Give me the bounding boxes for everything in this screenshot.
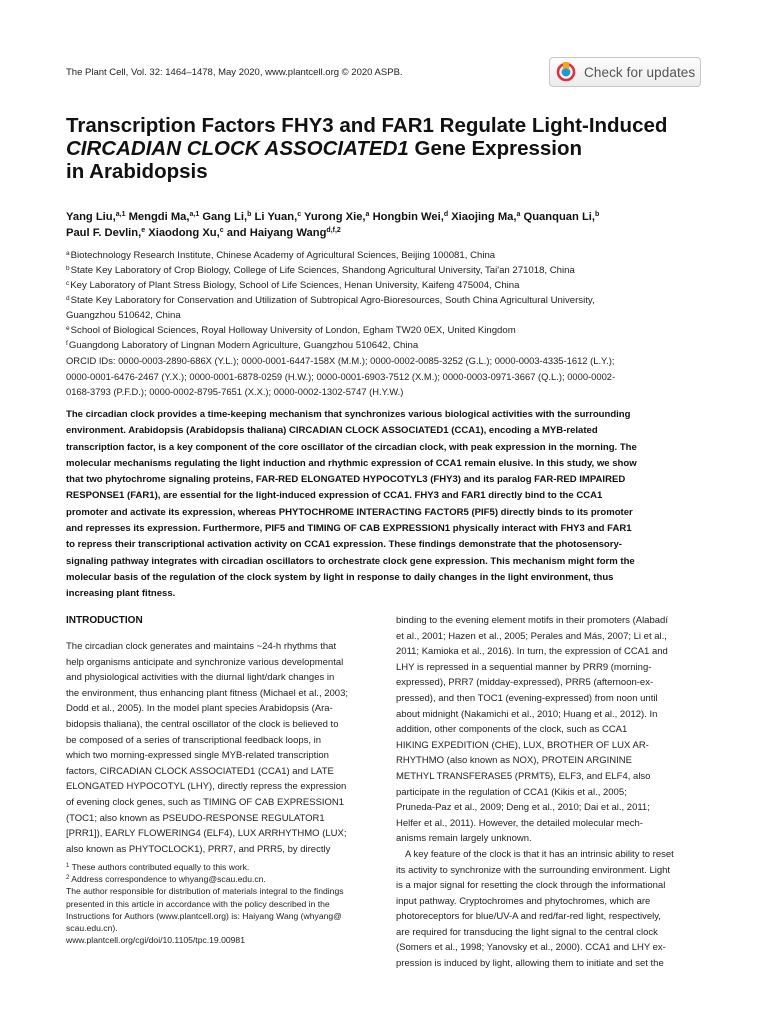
affiliation-marker: c (66, 280, 70, 287)
author (373, 211, 449, 223)
intro-text-left (66, 639, 372, 857)
section-heading-introduction: INTRODUCTION (66, 615, 143, 626)
affiliation-text: School of Biological Sciences, Royal Holloway University of London, Egham TW20 0EX, United Kingdom (70, 325, 516, 336)
author-affiliation-marker: c (219, 227, 224, 234)
text-line: is a major signal for resetting the clock through the informational (396, 880, 666, 892)
text-line: bidopsis thaliana), the central oscillator of the clock is believed to (66, 718, 339, 730)
abstract-line: to repress their transcriptional activation activity on CCA1 expression. These findings demonstrate that the photosensory- (66, 539, 622, 551)
author (148, 227, 223, 239)
text-line: factors, CIRCADIAN CLOCK ASSOCIATED1 (CCA1) and LATE (66, 765, 334, 777)
text-line: The circadian clock generates and maintains ~24-h rhythms that (66, 641, 337, 652)
author-affiliation-marker: b (595, 211, 600, 218)
affiliation-text: Key Laboratory of Plant Stress Biology, School of Life Sciences, Henan University, Kaifeng 475004, China (70, 280, 520, 291)
affiliation-marker: d (66, 295, 70, 302)
affiliation-text: Guangzhou 510642, China (66, 310, 181, 321)
affiliation-text: Guangdong Laboratory of Lingnan Modern Agriculture, Guangzhou 510642, China (68, 340, 419, 351)
author (304, 211, 369, 223)
footnote-text: Instructions for Authors (www.plantcell.org) is: Haiyang Wang (whyang@ (66, 910, 342, 921)
text-line: (Somers et al., 1998; Yanovsky et al., 2000). CCA1 and LHY ex- (396, 942, 666, 954)
text-line: the environment, thus enhancing plant fitness (Michael et al., 2003; (66, 687, 349, 699)
footnote-text: The author responsible for distribution of materials integral to the findings (66, 886, 344, 897)
orcid-line: 0000-0001-6476-2467 (Y.X.); 0000-0001-6878-0259 (H.W.); 0000-0001-6903-7512 (X.M.); 0000-0003-0971-3667 (Q.L.); 0000-0002- (66, 370, 616, 382)
text-line: which two morning-expressed single MYB-related transcription (66, 750, 329, 762)
text-line: [PRR1]), EARLY FLOWERING4 (ELF4), LUX ARRHYTHMO (LUX; (66, 828, 347, 840)
abstract-line: and represses its expression. Furthermore, PIF5 and TIMING OF CAB EXPRESSION1 physically interact with FHY3 and FAR1 (66, 523, 632, 535)
abstract-line: promoter and activate its expression, whereas PHYTOCHROME INTERACTING FACTOR5 (PIF5) directly binds to its promoter (66, 506, 633, 518)
author-name: Gang Li, (202, 211, 248, 223)
abstract-line: The circadian clock provides a time-keeping mechanism that synchronizes various biological activities with the surrounding (66, 409, 631, 420)
author-name: Xiaojing Ma, (451, 211, 517, 223)
author (202, 211, 251, 223)
footnote-marker: 2 (66, 875, 70, 882)
author-affiliation-marker: b (247, 211, 252, 218)
affiliation-text: State Key Laboratory of Crop Biology, College of Life Sciences, Shandong Agricultural University, Tai'an 271018, China (70, 265, 575, 276)
text-line: Dodd et al., 2005). In the model plant species Arabidopsis (Ara- (66, 703, 333, 715)
author (129, 211, 200, 223)
footnote (66, 922, 372, 934)
author-line-1 (66, 209, 716, 225)
crossmark-icon (556, 62, 576, 82)
text-line: Helfer et al., 2011). However, the detailed molecular mech- (396, 817, 643, 829)
author (66, 211, 125, 223)
article-title (66, 114, 706, 183)
author-affiliation-marker: d,f,2 (326, 227, 341, 234)
orcid-ids (66, 353, 706, 400)
abstract-line: signaling pathway integrates with circadian oscillators to orchestrate clock gene expression. This mechanism might form the (66, 555, 635, 567)
text-line: 2011; Kamioka et al., 2016). In turn, the expression of CCA1 and (396, 646, 668, 658)
text-line: RHYTHMO (also known as NOX), PROTEIN ARGININE (396, 755, 632, 767)
abstract-line: molecular basis of the regulation of the clock system by light in response to daily changes in the light environment, thus (66, 571, 614, 583)
text-line: ELONGATED HYPOCOTYL (LHY), directly repress the expression (66, 781, 347, 793)
footnote-text: scau.edu.cn). (66, 923, 118, 934)
text-line: and physiological activities with the diurnal light/dark changes in (66, 672, 335, 684)
title-line-2-rest: Gene Expression (408, 137, 583, 160)
affiliation (66, 293, 706, 308)
affiliation-marker: e (66, 325, 70, 332)
author-name: Yurong Xie, (304, 211, 366, 223)
check-for-updates-label: Check for updates (584, 64, 696, 80)
footnote-text: These authors contributed equally to this work. (71, 862, 250, 872)
abstract-line: that two phytochrome signaling proteins, FAR-RED ELONGATED HYPOCOTYL3 (FHY3) and its paralog FAR-RED IMPAIRED (66, 474, 626, 486)
text-line: be composed of a series of transcriptional feedback loops, in (66, 734, 322, 746)
orcid-line: 0168-3793 (P.F.D.); 0000-0002-8795-7651 (X.X.); 0000-0002-1302-5747 (H.Y.W.) (66, 386, 404, 397)
author (451, 211, 520, 223)
author-affiliation-marker: c (297, 211, 302, 218)
author (254, 211, 301, 223)
author-affiliation-marker: a (365, 211, 370, 218)
author-affiliation-marker: d (443, 211, 449, 218)
author-name: Li Yuan, (254, 211, 298, 223)
text-line: anisms remain largely unknown. (396, 833, 532, 845)
text-line: addition, other components of the clock, such as CCA1 (396, 724, 628, 736)
abstract-line: transcription factor, is a key component of the core oscillator of the circadian clock, with peak expression in the morning. The (66, 441, 637, 453)
footnote-text: Address correspondence to whyang@scau.edu.cn. (71, 874, 266, 885)
author-name: Xiaodong Xu, (148, 227, 220, 239)
affiliation (66, 308, 706, 323)
footnote (66, 873, 372, 885)
text-line: of evening clock genes, such as TIMING OF CAB EXPRESSION1 (66, 796, 345, 808)
footnote (66, 861, 372, 873)
body-column-right (396, 613, 702, 972)
author (66, 227, 145, 239)
footnote (66, 934, 372, 946)
affiliation (66, 263, 706, 278)
author-line-2 (66, 225, 716, 241)
author-affiliation-marker: e (141, 227, 146, 234)
affiliation-marker: a (66, 250, 70, 257)
affiliations (66, 248, 706, 353)
affiliation-marker: b (66, 265, 70, 272)
author-name: and Haiyang Wang (226, 227, 327, 239)
title-line-3: in Arabidopsis (66, 160, 208, 183)
author-affiliation-marker: a (516, 211, 521, 218)
author-list (66, 209, 716, 241)
footnote-marker: 1 (66, 863, 70, 869)
text-line: participate in the regulation of CCA1 (Kikis et al., 2005; (396, 786, 627, 798)
text-line: LHY is repressed in a sequential manner by PRR9 (morning- (396, 661, 652, 673)
text-line: A key feature of the clock is that it has an intrinsic ability to reset (405, 848, 674, 860)
affiliation-text: State Key Laboratory for Conservation and Utilization of Subtropical Agro-Bioresources, South China Agricultural University, (70, 295, 595, 306)
author (524, 211, 600, 223)
text-line: its activity to synchronize with the surrounding environment. Light (396, 864, 671, 876)
text-line: METHYL TRANSFERASE5 (PRMT5), ELF3, and ELF4, also (396, 770, 651, 782)
text-line: HIKING EXPEDITION (CHE), LUX, BROTHER OF LUX AR- (396, 739, 649, 751)
affiliation (66, 278, 706, 293)
text-line: also known as PHYTOCLOCK1), PRR7, and PRR5, by directly (66, 843, 331, 855)
footnote (66, 885, 372, 897)
orcid-line: ORCID IDs: 0000-0003-2890-686X (Y.L.); 0000-0001-6447-158X (M.M.); 0000-0002-0085-3252 (G.L.); 0000-0003-4335-1612 (L.Y.); (66, 355, 615, 366)
text-line: expressed), PRR7 (midday-expressed), PRR5 (afternoon-ex- (396, 677, 654, 689)
journal-citation: The Plant Cell, Vol. 32: 1464–1478, May 2020, www.plantcell.org © 2020 ASPB. (66, 67, 403, 78)
author-affiliation-marker: a,1 (115, 211, 126, 218)
footnote-text: presented in this article in accordance with the policy described in the (66, 898, 330, 909)
title-gene-name: CIRCADIAN CLOCK ASSOCIATED1 (66, 137, 409, 160)
footnote (66, 898, 372, 910)
text-line: about midnight (Nakamichi et al., 2010; Huang et al., 2012). In (396, 708, 658, 720)
text-line: are required for transducing the light signal to the central clock (396, 926, 658, 938)
abstract-line: molecular mechanisms regulating the light induction and rhythmic expression of CCA1 remain elusive. In this study, we show (66, 457, 637, 469)
intro-text-right (396, 613, 702, 972)
footnotes (66, 861, 372, 946)
affiliation-text: Biotechnology Research Institute, Chinese Academy of Agricultural Sciences, Beijing 100081, China (70, 250, 496, 261)
text-line: binding to the evening element motifs in their promoters (Alabadí (396, 615, 668, 626)
abstract-line: increasing plant fitness. (66, 588, 176, 600)
text-line: pression is induced by light, allowing them to initiate and set the (396, 958, 664, 970)
footnote (66, 910, 372, 922)
author (227, 227, 341, 239)
body-column-left (66, 615, 372, 857)
author-name: Quanquan Li, (523, 211, 595, 223)
title-line-1: Transcription Factors FHY3 and FAR1 Regulate Light-Induced (66, 114, 668, 137)
author-name: Hongbin Wei, (372, 211, 444, 223)
affiliation (66, 323, 706, 338)
footnote-text: www.plantcell.org/cgi/doi/10.1105/tpc.19.00981 (66, 935, 245, 946)
text-line: help organisms anticipate and synchronize various developmental (66, 656, 344, 668)
abstract (66, 407, 706, 603)
abstract-line: environment. Arabidopsis (Arabidopsis thaliana) CIRCADIAN CLOCK ASSOCIATED1 (CCA1), encoding a MYB-related (66, 425, 598, 437)
text-line: (TOC1; also known as PSEUDO-RESPONSE REGULATOR1 (66, 812, 325, 824)
check-for-updates-button[interactable] (549, 57, 701, 87)
affiliation-marker: f (66, 340, 68, 347)
abstract-line: RESPONSE1 (FAR1), are essential for the light-induced expression of CCA1. FHY3 and FAR1 directly bind to the CCA1 (66, 490, 603, 502)
text-line: et al., 2001; Hazen et al., 2005; Perales and Más, 2007; Li et al., (396, 630, 667, 642)
author-name: Paul F. Devlin, (66, 227, 142, 239)
author-affiliation-marker: a,1 (189, 211, 200, 218)
affiliation (66, 248, 706, 263)
text-line: input pathway. Cryptochromes and phytochromes, which are (396, 895, 651, 907)
text-line: photoreceptors for blue/UV-A and red/far-red light, respectively, (396, 911, 661, 923)
text-line: pressed), and then TOC1 (evening-expressed) from noon until (396, 692, 658, 704)
affiliation (66, 338, 706, 353)
author-name: Yang Liu, (66, 211, 116, 223)
title-line-2 (66, 137, 706, 160)
text-line: Pruneda-Paz et al., 2009; Deng et al., 2010; Dai et al., 2011; (396, 802, 650, 814)
author-name: Mengdi Ma, (128, 211, 190, 223)
